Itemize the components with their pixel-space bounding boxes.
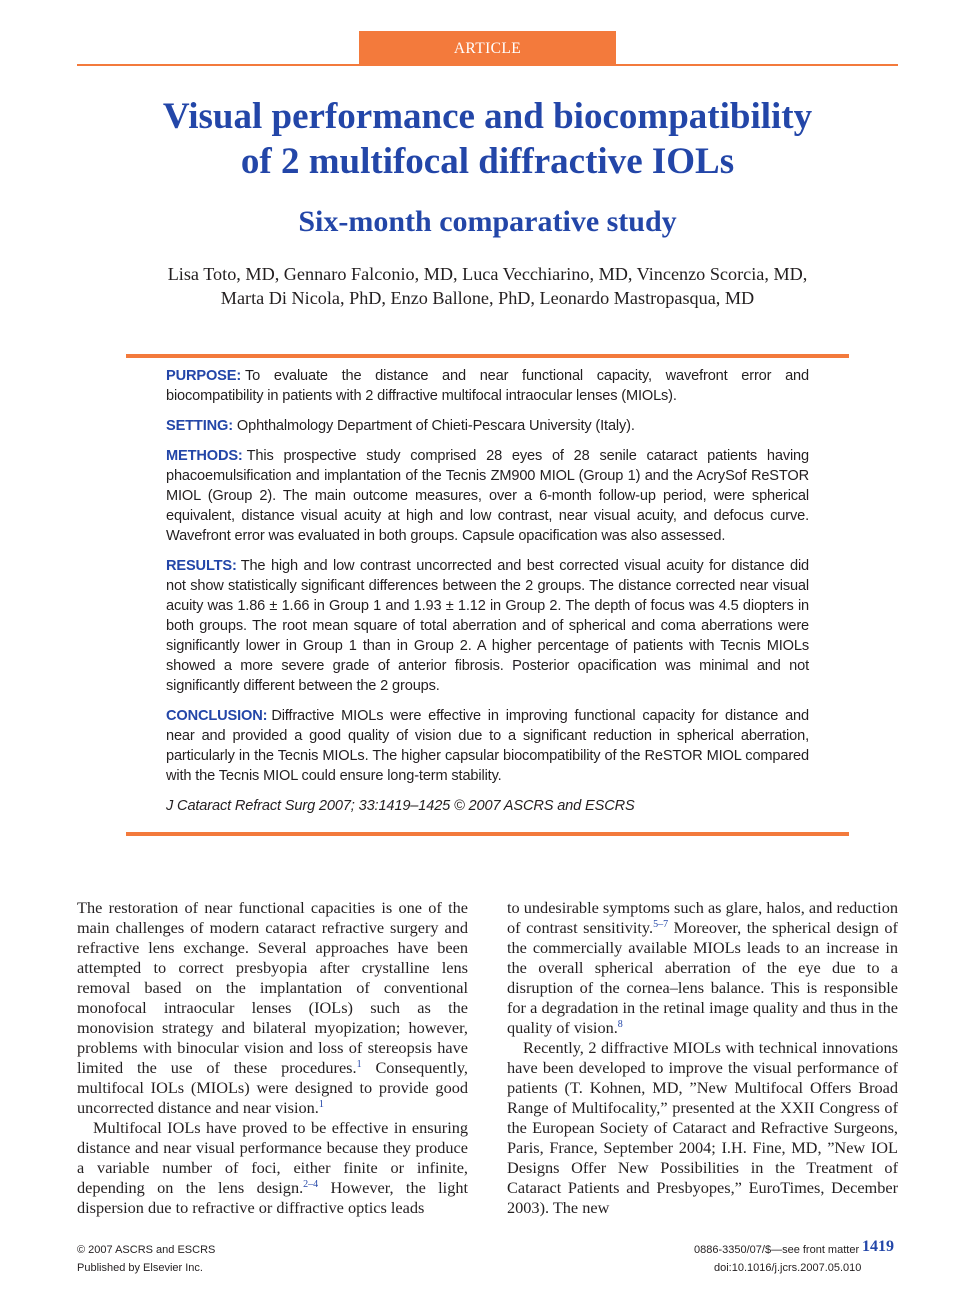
reference-link[interactable]: 8 (617, 1019, 623, 1030)
footer-copyright: © 2007 ASCRS and ESCRS (77, 1244, 216, 1256)
title-line-1: Visual performance and biocompatibility (162, 96, 813, 137)
body-paragraph (77, 898, 468, 1118)
footer-publisher: Published by Elsevier Inc. (77, 1262, 203, 1274)
abstract-top-rule (126, 354, 849, 358)
body-paragraph (77, 1118, 468, 1218)
abstract-purpose (166, 366, 809, 406)
purpose-heading: PURPOSE: (166, 368, 242, 384)
abstract-setting (166, 416, 809, 436)
body-text: Moreover, the spherical design of the commercially available MIOLs leads to an increase in the overall spherical aberration of the eye due to a disruption of the cornea–lens balance. This is responsible for a degradation in the retinal image quality and thus in the quality of vision. (507, 918, 898, 1037)
reference-link[interactable]: 1 (356, 1059, 362, 1070)
body-text: Consequently, multifocal IOLs (MIOLs) were designed to provide good uncorrected distance and near vision. (77, 1058, 468, 1117)
abstract-conclusion (166, 706, 809, 786)
body-text: Multifocal IOLs have proved to be effective in ensuring distance and near visual performance because they produce a variable number of foci, either finite or infinite, depending on the lens design. (77, 1118, 468, 1197)
results-heading: RESULTS: (166, 558, 237, 574)
footer-doi[interactable]: doi:10.1016/j.jcrs.2007.05.010 (714, 1262, 862, 1274)
reference-link[interactable]: 5–7 (653, 919, 669, 930)
page-number: 1419 (862, 1238, 894, 1255)
methods-heading: METHODS: (166, 448, 243, 464)
body-column-left (77, 898, 468, 1218)
methods-text: This prospective study comprised 28 eyes of 28 senile cataract patients having phacoemulsification and implantation of the Tecnis ZM900 MIOL (Group 1) and the AcrySof ReSTOR MIOL (Group 2). The main outcome measures, over a 6-month follow-up period, were spherical equivalent, distance visual acuity at high and low contrast, near visual acuity, and defocus curve. Wavefront error was evaluated in both groups. Capsule opacification was also assessed. (166, 448, 809, 544)
body-text: However, the light dispersion due to refractive or diffractive optics leads (77, 1178, 469, 1217)
conclusion-heading: CONCLUSION: (166, 708, 268, 724)
author-line-1: Lisa Toto, MD, Gennaro Falconio, MD, Luca Vecchiarino, MD, Vincenzo Scorcia, MD, (167, 264, 808, 284)
article-subtitle: Six-month comparative study (298, 205, 677, 238)
body-text: to undesirable symptoms such as glare, halos, and reduction of contrast sensitivity. (507, 898, 898, 937)
abstract (166, 366, 809, 816)
body-text: The restoration of near functional capacities is one of the main challenges of modern cataract refractive surgery and refractive lens exchange. Several approaches have been attempted to correct presbyopia after crystalline lens removal based on the implantation of conventional monofocal intraocular lenses (IOLs) such as the monovision strategy and bilateral myopization; however, problems with binocular vision and loss of stereopsis have limited the use of these procedures. (77, 898, 468, 1077)
setting-heading: SETTING: (166, 418, 233, 434)
author-line-2: Marta Di Nicola, PhD, Enzo Ballone, PhD, Leonardo Mastropasqua, MD (220, 288, 755, 308)
body-column-right (507, 898, 898, 1218)
conclusion-text: Diffractive MIOLs were effective in improving functional capacity for distance and near and provided a good quality of vision due to a significant reduction in spherical aberration, particularly in the Tecnis MIOLs. The higher capsular biocompatibility of the ReSTOR MIOL compared with the Tecnis MIOL could ensure long-term stability. (166, 708, 809, 784)
abstract-methods (166, 446, 809, 546)
reference-link[interactable]: 2–4 (303, 1179, 319, 1190)
article-type-label: ARTICLE (359, 31, 616, 65)
results-text: The high and low contrast uncorrected and best corrected visual acuity for distance did not show statistically significant differences between the 2 groups. The distance corrected near visual acuity was 1.86 ± 1.66 in Group 1 and 1.93 ± 1.12 in Group 2. The depth of focus was 4.5 diopters in both groups. The root mean square of total aberration and of spherical and coma aberrations were significantly lower in Group 1 than in Group 2. A higher percentage of patients with Tecnis MIOLs showed a more severe grade of anterior fibrosis. Posterior opacification was minimal and not significantly different between the 2 groups. (166, 558, 809, 694)
reference-link[interactable]: 1 (318, 1099, 324, 1110)
body-paragraph (507, 898, 898, 1038)
footer-issn: 0886-3350/07/$—see front matter (694, 1244, 860, 1256)
purpose-text: To evaluate the distance and near functional capacity, wavefront error and biocompatibility in patients with 2 diffractive multifocal intraocular lenses (MIOLs). (166, 368, 809, 404)
author-list (60, 262, 915, 310)
body-paragraph: Recently, 2 diffractive MIOLs with technical innovations have been developed to improve the visual performance of patients (T. Kohnen, MD, ”New Multifocal Offers Broad Range of Multifocality,” presented at the XXII Congress of the European Society of Cataract and Refractive Surgeons, Paris, France, September 2004; I.H. Fine, MD, ”New IOL Designs Offer New Possibilities in the Treatment of Cataract Patients and Presbyopes,” EuroTimes, December 2003). The new (507, 1038, 898, 1217)
abstract-bottom-rule (126, 832, 849, 836)
abstract-results (166, 556, 809, 696)
header-rule (77, 64, 898, 66)
journal-citation: J Cataract Refract Surg 2007; 33:1419–1425 © 2007 ASCRS and ESCRS (166, 798, 635, 814)
title-line-2: of 2 multifocal diffractive IOLs (240, 141, 735, 182)
setting-text: Ophthalmology Department of Chieti-Pescara University (Italy). (236, 418, 635, 434)
article-title (60, 94, 915, 184)
